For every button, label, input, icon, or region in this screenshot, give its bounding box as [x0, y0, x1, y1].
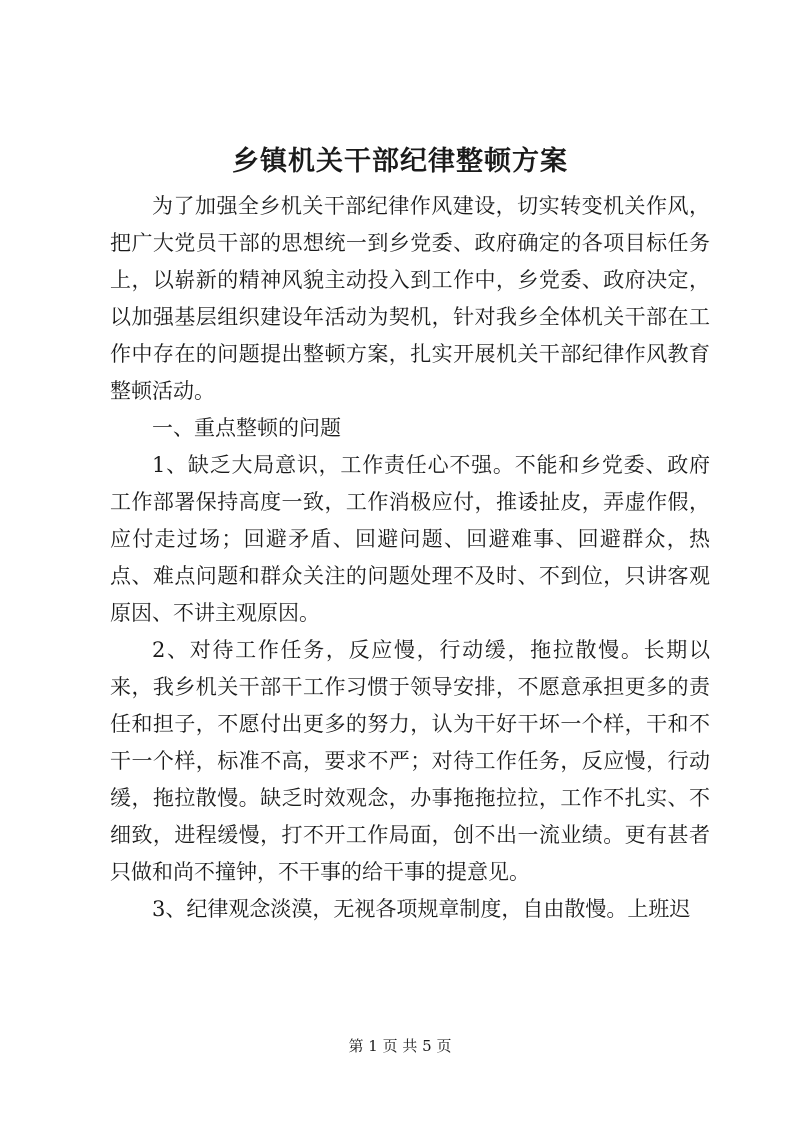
intro-paragraph: 为了加强全乡机关干部纪律作风建设，切实转变机关作风，把广大党员干部的思想统一到乡党委、政府确定的各项目标任务上，以崭新的精神风貌主动投入到工作中，乡党委、政府决定，以加强基层组织建设年活动为契机，针对我乡全体机关干部在工作中存在的问题提出整顿方案，扎实开展机关干部纪律作风教育整顿活动。: [110, 194, 710, 403]
document-body: [110, 188, 710, 928]
section-heading: 一、重点整顿的问题: [152, 416, 341, 440]
document-title: 乡镇机关干部纪律整顿方案: [232, 146, 568, 177]
item-paragraph-2: 2、对待工作任务，反应慢，行动缓，拖拉散慢。长期以来，我乡机关干部干工作习惯于领导安排，不愿意承担更多的责任和担子，不愿付出更多的努力，认为干好干坏一个样，干和不干一个样，标准不高，要求不严；对待工作任务，反应慢，行动缓，拖拉散慢。缺乏时效观念，办事拖拖拉拉，工作不扎实、不细致，进程缓慢，打不开工作局面，创不出一流业绩。更有甚者只做和尚不撞钟，不干事的给干事的提意见。: [110, 638, 710, 884]
item-paragraph-1: 1、缺乏大局意识，工作责任心不强。不能和乡党委、政府工作部署保持高度一致，工作消极应付，推诿扯皮，弄虚作假，应付走过场；回避矛盾、回避问题、回避难事、回避群众，热点、难点问题和群众关注的问题处理不及时、不到位，只讲客观原因、不讲主观原因。: [110, 453, 710, 625]
item-paragraph-3: 3、纪律观念淡漠，无视各项规章制度，自由散慢。上班迟: [152, 897, 691, 921]
page-number-footer: 第 1 页 共 5 页: [348, 1037, 452, 1055]
